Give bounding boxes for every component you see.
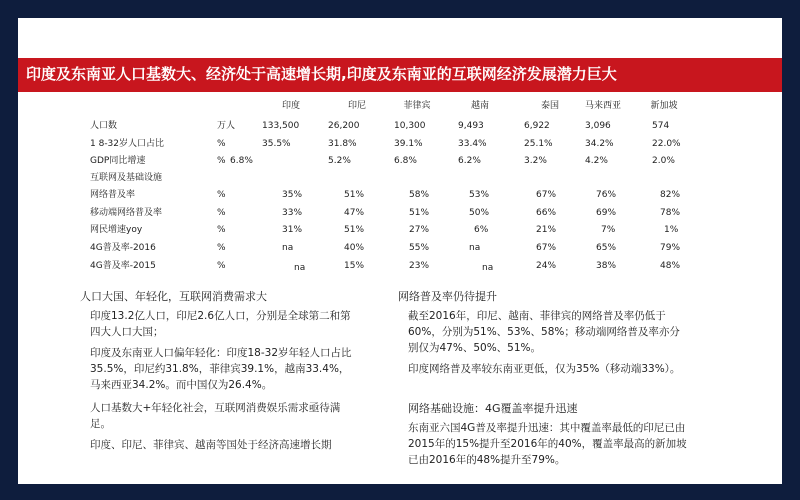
row-label: 网络普及率: [90, 190, 136, 200]
row-unit: %: [217, 243, 226, 253]
table-cell: 1%: [664, 225, 679, 235]
table-cell: 39.1%: [394, 139, 423, 149]
table-cell: 31%: [282, 225, 303, 235]
table-cell: na: [469, 243, 481, 253]
row-unit: 万人: [217, 121, 236, 131]
table-cell: 4.2%: [585, 156, 608, 166]
table-cell: 65%: [596, 243, 617, 253]
row-label: GDP同比增速: [90, 156, 146, 166]
right-paragraph-1: 截至2016年，印尼、越南、菲律宾的网络普及率仍低于60%，分别为51%、53%、58%；移动端网络普及率亦分别仅为47%、50%、51%。: [408, 310, 680, 354]
row-label: 人口数: [90, 121, 118, 131]
row-unit: %: [217, 208, 226, 218]
table-cell: na: [482, 263, 494, 273]
table-cell: 51%: [344, 190, 365, 200]
right-heading: 网络普及率仍待提升: [398, 290, 497, 303]
row-label: 4G普及率-2015: [90, 261, 156, 271]
table-cell: 31.8%: [328, 139, 357, 149]
table-cell: 40%: [344, 243, 365, 253]
table-cell: 10,300: [394, 121, 426, 131]
country-header: 印尼: [347, 101, 366, 111]
left-paragraph-3: 人口基数大+年轻化社会，互联网消费娱乐需求亟待满足。: [90, 402, 341, 430]
table-cell: 76%: [596, 190, 617, 200]
table-cell: 6.2%: [458, 156, 481, 166]
table-cell: 133,500: [262, 121, 300, 131]
table-cell: 33.4%: [458, 139, 487, 149]
table-cell: 9,493: [458, 121, 484, 131]
table-cell: 38%: [596, 261, 617, 271]
table-cell: na: [282, 243, 294, 253]
table-cell: 51%: [344, 225, 365, 235]
table-cell: 21%: [536, 225, 557, 235]
table-cell: 26,200: [328, 121, 360, 131]
table-cell: 35%: [282, 190, 303, 200]
country-header: 新加坡: [650, 101, 678, 111]
table-cell: 79%: [660, 243, 681, 253]
row-label: 4G普及率-2016: [90, 243, 156, 253]
table-cell: 3,096: [585, 121, 611, 131]
row-unit: %: [217, 225, 226, 235]
table-cell: 55%: [409, 243, 430, 253]
table-cell: 67%: [536, 190, 557, 200]
left-paragraph-4: 印度、印尼、菲律宾、越南等国处于经济高速增长期: [90, 439, 332, 451]
table-cell: 53%: [469, 190, 490, 200]
row-label: 互联网及基础设施: [90, 173, 163, 183]
table-cell: 6.8%: [394, 156, 417, 166]
left-heading: 人口大国、年轻化，互联网消费需求大: [80, 290, 267, 303]
table-cell: 5.2%: [328, 156, 351, 166]
country-header: 菲律宾: [403, 101, 431, 111]
table-cell: 50%: [469, 208, 490, 218]
row-unit: %: [217, 190, 226, 200]
table-cell: 6,922: [524, 121, 550, 131]
table-cell: 574: [652, 121, 670, 131]
table-cell: 23%: [409, 261, 430, 271]
table-cell: 67%: [536, 243, 557, 253]
right-heading-2: 网络基础设施：4G覆盖率提升迅速: [408, 402, 578, 415]
table-cell: 6.8%: [230, 156, 253, 166]
country-header: 马来西亚: [584, 101, 621, 111]
right-paragraph-3: 东南亚六国4G普及率提升迅速：其中覆盖率最低的印尼已由2015年的15%提升至2016年的40%，覆盖率最高的新加坡已由2016年的48%提升至79%。: [408, 422, 687, 466]
table-cell: 3.2%: [524, 156, 547, 166]
table-cell: 15%: [344, 261, 365, 271]
table-cell: 66%: [536, 208, 557, 218]
row-label: 1 8-32岁人口占比: [90, 139, 165, 149]
left-paragraph-1: 印度13.2亿人口，印尼2.6亿人口，分别是全球第二和第四大人口大国；: [90, 310, 351, 338]
left-paragraph-2: 印度及东南亚人口偏年轻化：印度18-32岁年轻人口占比35.5%，印尼约31.8%，菲律宾39.1%，越南33.4%，马来西亚34.2%。而中国仅为26.4%。: [90, 347, 352, 391]
country-header: 越南: [470, 101, 489, 111]
row-unit: %: [217, 139, 226, 149]
table-cell: 2.0%: [652, 156, 675, 166]
table-cell: 34.2%: [585, 139, 614, 149]
table-cell: na: [294, 263, 306, 273]
table-cell: 82%: [660, 190, 681, 200]
title-bar: [18, 58, 782, 92]
country-header: 泰国: [540, 101, 559, 111]
table-cell: 47%: [344, 208, 365, 218]
table-cell: 22.0%: [652, 139, 681, 149]
table-cell: 27%: [409, 225, 430, 235]
slide-title: 印度及东南亚人口基数大、经济处于高速增长期,印度及东南亚的互联网经济发展潜力巨大: [26, 65, 617, 83]
table-cell: 48%: [660, 261, 681, 271]
row-unit: %: [217, 156, 226, 166]
row-label: 移动端网络普及率: [90, 208, 163, 218]
table-cell: 33%: [282, 208, 303, 218]
row-unit: %: [217, 261, 226, 271]
table-cell: 24%: [536, 261, 557, 271]
country-header: 印度: [281, 101, 300, 111]
right-paragraph-2: 印度网络普及率较东南亚更低，仅为35%（移动端33%）。: [408, 363, 681, 375]
table-cell: 6%: [474, 225, 489, 235]
table-cell: 25.1%: [524, 139, 553, 149]
table-cell: 51%: [409, 208, 430, 218]
table-cell: 7%: [601, 225, 616, 235]
table-cell: 69%: [596, 208, 617, 218]
table-cell: 58%: [409, 190, 430, 200]
table-cell: 35.5%: [262, 139, 291, 149]
table-cell: 78%: [660, 208, 681, 218]
slide: [18, 18, 782, 484]
row-label: 网民增速yoy: [90, 225, 143, 235]
